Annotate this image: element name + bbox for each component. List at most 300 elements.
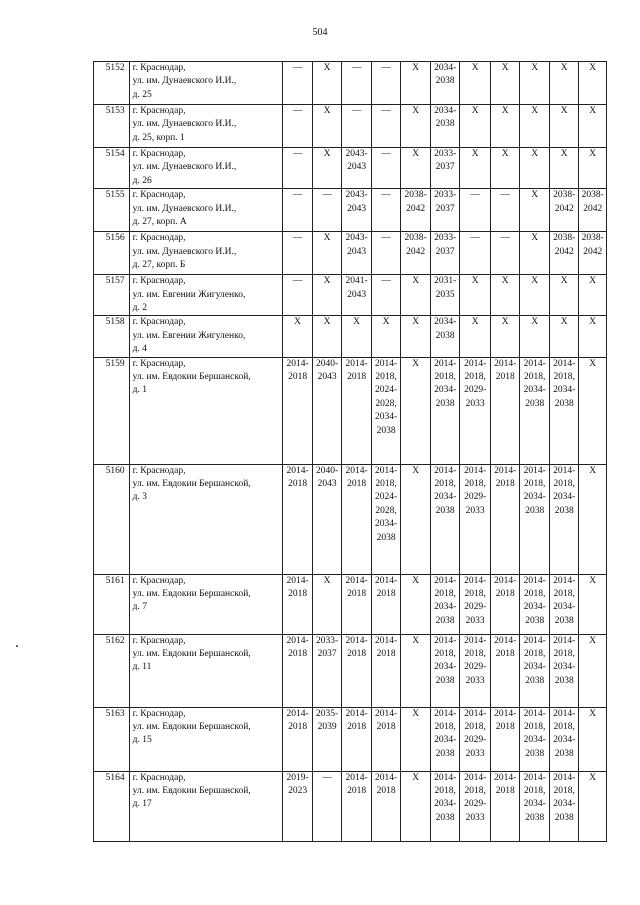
value-cell — [430, 357, 460, 464]
value-cell — [460, 148, 491, 189]
value-cell — [342, 634, 372, 707]
value-cell — [401, 148, 431, 189]
value-text: 2014- 2018, 2034- 2038 — [434, 465, 457, 516]
value-text: 2014- 2018, 2034- 2038 — [523, 575, 546, 626]
value-text: 2014- 2018 — [286, 358, 309, 383]
value-text: 2014- 2018, 2029- 2033 — [464, 772, 487, 823]
value-cell — [430, 232, 460, 275]
value-cell — [342, 357, 372, 464]
value-cell — [312, 148, 342, 189]
value-text: X — [412, 465, 420, 476]
row-number: 5154 — [94, 148, 130, 189]
value-cell — [520, 574, 550, 634]
value-text: 2038- 2042 — [581, 190, 604, 214]
value-text: 2038- 2042 — [553, 190, 576, 214]
value-cell — [460, 707, 491, 771]
value-text: — — [292, 63, 303, 73]
row-number: 5162 — [94, 634, 130, 707]
value-cell — [342, 189, 372, 232]
value-cell — [371, 148, 401, 189]
row-number: 5161 — [94, 574, 130, 634]
value-cell — [371, 574, 401, 634]
value-cell — [312, 62, 342, 105]
address-line: г. Краснодар, — [132, 358, 186, 369]
value-text: — — [470, 190, 480, 201]
value-text: X — [412, 317, 420, 328]
value-cell — [460, 105, 491, 148]
value-cell — [490, 62, 520, 105]
value-cell — [401, 707, 431, 771]
value-text: X — [501, 63, 509, 73]
value-cell — [430, 62, 460, 105]
address-line: г. Краснодар, — [132, 233, 186, 244]
value-text: 2040- 2043 — [316, 358, 339, 383]
value-cell — [283, 574, 313, 634]
value-cell — [460, 275, 491, 316]
value-cell — [371, 316, 401, 357]
value-cell — [460, 189, 491, 232]
value-cell — [312, 707, 342, 771]
value-text: X — [560, 149, 568, 159]
value-text: 2014- 2018, 2029- 2033 — [464, 708, 487, 759]
value-cell — [520, 707, 550, 771]
value-text: X — [531, 190, 539, 201]
value-text: 2038- 2042 — [404, 190, 427, 214]
value-text: — — [322, 190, 332, 201]
value-cell — [579, 634, 607, 707]
value-cell — [490, 148, 520, 189]
value-cell — [342, 232, 372, 275]
value-cell — [549, 316, 579, 357]
value-cell — [520, 275, 550, 316]
table-row — [94, 316, 607, 357]
page-number: 504 — [312, 27, 328, 38]
value-cell — [371, 464, 401, 574]
value-text: X — [412, 149, 420, 159]
value-text: X — [560, 276, 568, 287]
value-cell — [283, 232, 313, 275]
row-number: 5156 — [94, 232, 130, 275]
value-text: 2014- 2018 — [375, 635, 398, 660]
address-line: ул. им. Евгении Жигуленко, — [132, 289, 246, 300]
value-text: 2014- 2018 — [345, 772, 368, 797]
value-text: 2043- 2043 — [345, 149, 368, 173]
value-text: — — [381, 276, 391, 287]
value-text: 2014- 2018 — [286, 465, 309, 490]
value-text: X — [531, 63, 539, 73]
address-line: д. 17 — [132, 799, 152, 810]
table-row — [94, 232, 607, 275]
value-cell — [342, 275, 372, 316]
value-text: X — [382, 317, 390, 328]
value-cell — [401, 275, 431, 316]
address-line: г. Краснодар, — [132, 635, 186, 646]
row-number: 5152 — [94, 62, 130, 105]
value-cell — [283, 275, 313, 316]
value-text: 2031- 2035 — [434, 276, 457, 300]
value-text: X — [323, 63, 331, 73]
value-cell — [283, 148, 313, 189]
value-text: 2038- 2042 — [581, 233, 604, 257]
value-cell — [490, 771, 520, 841]
value-cell — [312, 634, 342, 707]
value-text: 2014- 2018 — [375, 575, 398, 600]
value-text: 2014- 2018, 2034- 2038 — [553, 358, 576, 409]
value-text: — — [292, 149, 303, 159]
value-text: — — [470, 233, 480, 244]
value-cell — [430, 316, 460, 357]
value-cell — [490, 316, 520, 357]
value-text: 2014- 2018, 2034- 2038 — [434, 358, 457, 409]
value-cell — [401, 357, 431, 464]
value-cell — [549, 62, 579, 105]
value-text: X — [412, 63, 420, 73]
table-row — [94, 148, 607, 189]
register-table — [93, 61, 607, 842]
row-number: 5163 — [94, 707, 130, 771]
row-number: 5160 — [94, 464, 130, 574]
value-cell — [579, 62, 607, 105]
table-row — [94, 707, 607, 771]
value-text: 2014- 2018, 2034- 2038 — [523, 708, 546, 759]
address-line: г. Краснодар, — [132, 63, 186, 73]
value-cell — [283, 464, 313, 574]
value-cell — [342, 464, 372, 574]
value-cell — [549, 189, 579, 232]
value-text: 2014- 2018 — [286, 635, 309, 660]
value-text: 2014- 2018, 2034- 2038 — [553, 635, 576, 686]
value-cell — [549, 232, 579, 275]
address-line: г. Краснодар, — [132, 575, 186, 586]
value-cell — [430, 189, 460, 232]
address-line: д. 1 — [132, 385, 147, 396]
address-line: ул. им. Евдокии Бершанской, — [132, 479, 251, 490]
value-cell — [579, 189, 607, 232]
row-number: 5158 — [94, 316, 130, 357]
value-text: 2033- 2037 — [434, 233, 457, 257]
value-text: X — [294, 317, 301, 328]
value-text: X — [471, 317, 479, 328]
table-row — [94, 574, 607, 634]
value-text: — — [500, 233, 510, 244]
address-line: д. 27, корп. А — [132, 217, 187, 228]
value-text: X — [531, 106, 539, 116]
value-text: 2034- 2038 — [434, 317, 457, 341]
value-text: X — [412, 635, 420, 646]
value-cell — [342, 105, 372, 148]
value-cell — [520, 357, 550, 464]
value-text: 2040- 2043 — [316, 465, 339, 490]
value-text: X — [471, 106, 479, 116]
value-cell — [283, 634, 313, 707]
value-text: 2014- 2018, 2034- 2038 — [553, 708, 576, 759]
value-text: 2014- 2018 — [375, 772, 398, 797]
value-cell — [430, 105, 460, 148]
address-line: г. Краснодар, — [132, 772, 186, 783]
row-number: 5159 — [94, 357, 130, 464]
value-cell — [371, 232, 401, 275]
address-cell — [129, 232, 283, 275]
value-text: 2014- 2018, 2034- 2038 — [553, 465, 576, 516]
value-text: 2034- 2038 — [434, 106, 457, 130]
address-line: ул. им. Дунаевского И.И., — [132, 119, 237, 130]
value-cell — [490, 574, 520, 634]
value-cell — [430, 634, 460, 707]
address-cell — [129, 275, 283, 316]
address-cell — [129, 634, 283, 707]
address-line: д. 26 — [132, 175, 152, 186]
value-cell — [401, 316, 431, 357]
address-line: ул. им. Дунаевского И.И., — [132, 162, 237, 173]
value-cell — [549, 634, 579, 707]
value-cell — [460, 62, 491, 105]
value-text: 2043- 2043 — [345, 190, 368, 214]
address-cell — [129, 357, 283, 464]
value-cell — [579, 707, 607, 771]
value-cell — [549, 464, 579, 574]
value-text: 2033- 2037 — [434, 190, 457, 214]
value-text: — — [351, 106, 362, 116]
value-cell — [283, 771, 313, 841]
value-text: X — [412, 106, 420, 116]
address-line: г. Краснодар, — [132, 190, 186, 201]
value-text: X — [412, 772, 420, 783]
value-cell — [460, 232, 491, 275]
row-number: 5164 — [94, 771, 130, 841]
value-cell — [549, 707, 579, 771]
value-cell — [430, 707, 460, 771]
address-line: д. 15 — [132, 735, 152, 746]
address-line: ул. им. Евдокии Бершанской, — [132, 589, 251, 600]
value-cell — [520, 634, 550, 707]
value-text: X — [501, 106, 509, 116]
value-text: — — [381, 190, 391, 201]
value-text: X — [323, 575, 331, 586]
address-line: г. Краснодар, — [132, 708, 186, 719]
value-cell — [401, 771, 431, 841]
value-text: X — [501, 317, 509, 328]
value-cell — [401, 189, 431, 232]
value-text: 2014- 2018 — [494, 358, 517, 383]
value-text: — — [292, 276, 303, 287]
value-cell — [312, 464, 342, 574]
address-line: ул. им. Евгении Жигуленко, — [132, 330, 246, 341]
value-text: 2014- 2018, 2034- 2038 — [434, 635, 457, 686]
value-cell — [342, 316, 372, 357]
value-text: — — [292, 233, 303, 244]
value-cell — [342, 771, 372, 841]
value-text: — — [381, 106, 391, 116]
value-cell — [401, 634, 431, 707]
value-text: 2014- 2018, 2034- 2038 — [553, 575, 576, 626]
value-cell — [283, 62, 313, 105]
address-cell — [129, 771, 283, 841]
value-text: X — [560, 106, 568, 116]
value-cell — [490, 357, 520, 464]
value-cell — [283, 189, 313, 232]
address-cell — [129, 316, 283, 357]
table-row — [94, 62, 607, 105]
value-text: 2014- 2018, 2029- 2033 — [464, 465, 487, 516]
address-line: г. Краснодар, — [132, 276, 186, 287]
address-line: ул. им. Дунаевского И.И., — [132, 203, 237, 214]
value-cell — [430, 771, 460, 841]
value-text: X — [589, 358, 597, 369]
value-text: X — [560, 63, 568, 73]
value-text: 2035- 2039 — [316, 708, 339, 733]
value-cell — [460, 357, 491, 464]
value-text: 2033- 2037 — [316, 635, 339, 660]
value-text: X — [589, 575, 597, 586]
value-cell — [579, 105, 607, 148]
value-cell — [401, 62, 431, 105]
value-cell — [342, 148, 372, 189]
value-cell — [312, 275, 342, 316]
value-text: 2014- 2018 — [494, 465, 517, 490]
value-text: — — [500, 190, 510, 201]
address-cell — [129, 62, 283, 105]
address-cell — [129, 574, 283, 634]
value-text: 2019- 2023 — [286, 772, 309, 797]
value-text: X — [589, 317, 597, 328]
row-number: 5157 — [94, 275, 130, 316]
value-text: 2041- 2043 — [345, 276, 368, 300]
value-cell — [579, 771, 607, 841]
value-text: 2043- 2043 — [345, 233, 368, 257]
value-text: 2038- 2042 — [553, 233, 576, 257]
value-cell — [490, 275, 520, 316]
value-cell — [549, 771, 579, 841]
address-line: д. 3 — [132, 492, 147, 503]
value-text: 2014- 2018, 2034- 2038 — [523, 772, 546, 823]
value-cell — [520, 316, 550, 357]
value-cell — [579, 232, 607, 275]
value-cell — [312, 189, 342, 232]
address-line: ул. им. Евдокии Бершанской, — [132, 722, 251, 733]
value-cell — [520, 232, 550, 275]
value-cell — [549, 105, 579, 148]
value-cell — [371, 62, 401, 105]
table-row — [94, 357, 607, 464]
value-cell — [371, 105, 401, 148]
value-text: 2014- 2018 — [345, 575, 368, 600]
value-cell — [371, 634, 401, 707]
address-line: д. 25, корп. 1 — [132, 132, 185, 143]
address-line: д. 4 — [132, 344, 147, 355]
value-cell — [283, 316, 313, 357]
value-cell — [579, 275, 607, 316]
value-text: 2014- 2018, 2029- 2033 — [464, 635, 487, 686]
value-cell — [490, 189, 520, 232]
value-text: 2014- 2018, 2034- 2038 — [523, 635, 546, 686]
value-text: 2014- 2018 — [494, 708, 517, 733]
address-line: ул. им. Евдокии Бершанской, — [132, 372, 251, 383]
address-line: ул. им. Евдокии Бершанской, — [132, 649, 251, 660]
value-cell — [490, 707, 520, 771]
value-text: X — [412, 708, 420, 719]
value-cell — [312, 105, 342, 148]
value-cell — [460, 574, 491, 634]
value-cell — [490, 464, 520, 574]
address-line: ул. им. Евдокии Бершанской, — [132, 786, 251, 797]
address-line: ул. им. Дунаевского И.И., — [132, 76, 237, 87]
value-cell — [579, 148, 607, 189]
value-cell — [371, 189, 401, 232]
value-text: 2014- 2018, 2034- 2038 — [523, 465, 546, 516]
value-cell — [283, 707, 313, 771]
value-text: X — [531, 233, 539, 244]
value-text: 2014- 2018, 2024- 2028, 2034- 2038 — [375, 358, 398, 436]
value-cell — [401, 232, 431, 275]
address-line: д. 25 — [132, 89, 152, 100]
value-cell — [579, 357, 607, 464]
value-text: X — [531, 276, 539, 287]
value-cell — [312, 232, 342, 275]
address-line: г. Краснодар, — [132, 106, 186, 116]
value-cell — [549, 275, 579, 316]
stray-mark — [16, 645, 18, 647]
value-cell — [401, 574, 431, 634]
value-cell — [430, 275, 460, 316]
value-cell — [549, 574, 579, 634]
value-text: 2014- 2018, 2029- 2033 — [464, 575, 487, 626]
value-cell — [430, 574, 460, 634]
value-text: X — [560, 317, 568, 328]
value-cell — [342, 574, 372, 634]
value-text: 2014- 2018 — [345, 708, 368, 733]
value-cell — [342, 707, 372, 771]
value-cell — [460, 316, 491, 357]
value-text: X — [501, 149, 509, 159]
value-text: X — [323, 149, 331, 159]
address-line: г. Краснодар, — [132, 465, 186, 476]
value-text: X — [589, 106, 597, 116]
value-cell — [371, 357, 401, 464]
value-text: — — [381, 233, 391, 244]
value-text: X — [412, 276, 420, 287]
value-cell — [430, 148, 460, 189]
table-row — [94, 771, 607, 841]
value-cell — [371, 275, 401, 316]
value-text: X — [589, 276, 597, 287]
address-cell — [129, 707, 283, 771]
value-text: 2033- 2037 — [434, 149, 457, 173]
value-text: 2014- 2018, 2034- 2038 — [434, 575, 457, 626]
value-text: X — [323, 317, 331, 328]
value-text: X — [589, 465, 597, 476]
value-text: 2014- 2018 — [494, 635, 517, 660]
value-text: X — [412, 358, 420, 369]
value-cell — [520, 189, 550, 232]
value-text: 2014- 2018 — [375, 708, 398, 733]
value-text: 2014- 2018 — [345, 465, 368, 490]
address-cell — [129, 105, 283, 148]
value-text: X — [501, 276, 509, 287]
row-number: 5153 — [94, 105, 130, 148]
value-cell — [430, 464, 460, 574]
value-text: 2014- 2018 — [286, 708, 309, 733]
value-cell — [460, 464, 491, 574]
value-cell — [312, 316, 342, 357]
value-text: X — [471, 63, 479, 73]
value-cell — [490, 232, 520, 275]
value-cell — [371, 707, 401, 771]
value-cell — [312, 574, 342, 634]
value-cell — [579, 316, 607, 357]
value-text: — — [381, 149, 391, 159]
address-cell — [129, 189, 283, 232]
value-text: 2014- 2018 — [494, 575, 517, 600]
